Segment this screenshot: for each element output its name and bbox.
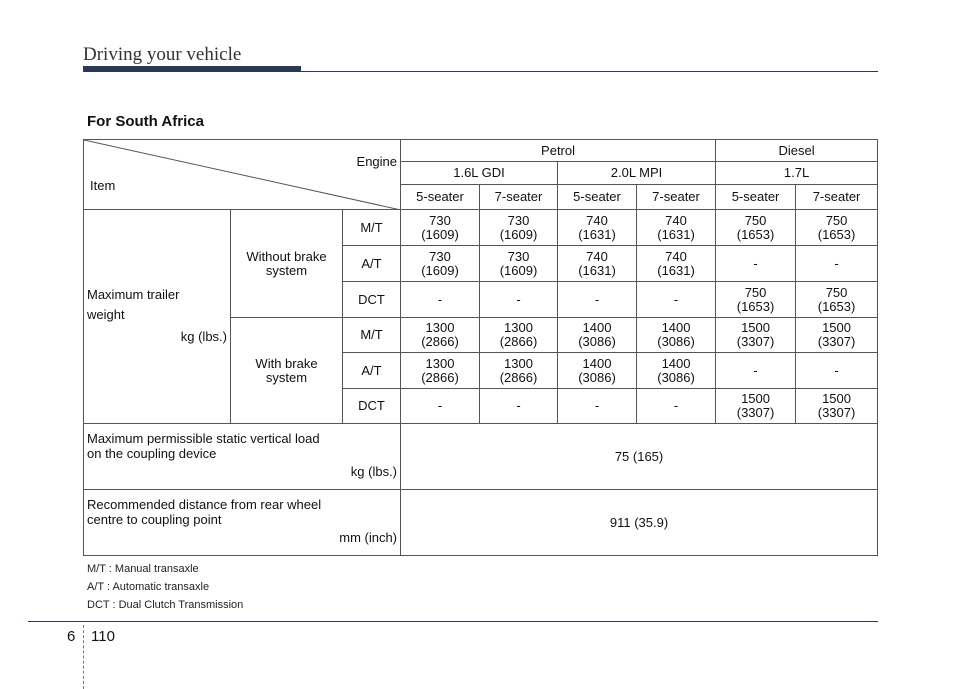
seater-header: 7-seater — [480, 185, 558, 210]
coupling-distance-unit: mm (inch) — [339, 530, 398, 545]
max-trailer-unit: kg (lbs.) — [180, 329, 227, 344]
transmission-label: DCT — [343, 389, 401, 424]
engine-header: 1.7L — [716, 162, 878, 185]
weight-cell: 740 (1631) — [637, 210, 716, 246]
seater-header: 5-seater — [401, 185, 480, 210]
footer-rule — [28, 621, 878, 622]
weight-cell: 1500 (3307) — [716, 389, 796, 424]
vertical-load-line2: on the coupling device — [87, 446, 217, 461]
weight-cell: - — [480, 389, 558, 424]
transmission-label: M/T — [343, 318, 401, 353]
weight-cell: 730 (1609) — [401, 210, 480, 246]
corner-diagonal-line — [84, 140, 401, 210]
vertical-load-value: 75 (165) — [401, 424, 878, 490]
footer-divider — [83, 625, 84, 689]
footnotes — [87, 563, 243, 617]
weight-cell: 730 (1609) — [401, 246, 480, 282]
table-corner-header — [84, 140, 401, 210]
footnote-at: A/T : Automatic transaxle — [87, 581, 210, 593]
without-brake-system-label — [231, 210, 343, 318]
vertical-load-line1: Maximum permissible static vertical load — [87, 431, 320, 446]
seater-header: 5-seater — [716, 185, 796, 210]
without-brake-line2: system — [265, 262, 308, 278]
weight-cell: 750 (1653) — [716, 282, 796, 318]
footnote-dct: DCT : Dual Clutch Transmission — [87, 599, 244, 611]
weight-cell: 1300 (2866) — [401, 318, 480, 353]
fuel-header-diesel: Diesel — [716, 140, 878, 162]
chapter-number: 6 — [67, 628, 76, 645]
weight-cell: 740 (1631) — [558, 246, 637, 282]
towing-spec-table — [83, 139, 878, 556]
weight-cell: 750 (1653) — [796, 210, 878, 246]
weight-cell: 1400 (3086) — [637, 353, 716, 389]
weight-cell: 1300 (2866) — [401, 353, 480, 389]
weight-cell: 1300 (2866) — [480, 318, 558, 353]
max-trailer-line1: Maximum trailer — [87, 287, 180, 302]
max-trailer-line2: weight — [87, 307, 125, 322]
weight-cell: - — [716, 246, 796, 282]
coupling-distance-label — [84, 490, 401, 556]
seater-header: 7-seater — [796, 185, 878, 210]
weight-cell: 1400 (3086) — [558, 318, 637, 353]
with-brake-line2: system — [265, 369, 308, 385]
transmission-label: A/T — [343, 353, 401, 389]
vertical-load-label — [84, 424, 401, 490]
transmission-label: DCT — [343, 282, 401, 318]
weight-cell: - — [558, 282, 637, 318]
weight-cell: - — [558, 389, 637, 424]
weight-cell: - — [796, 246, 878, 282]
seater-header: 5-seater — [558, 185, 637, 210]
page-number: 110 — [91, 628, 115, 645]
weight-cell: - — [637, 389, 716, 424]
weight-cell: 1400 (3086) — [637, 318, 716, 353]
weight-cell: 750 (1653) — [796, 282, 878, 318]
weight-cell: 1300 (2866) — [480, 353, 558, 389]
coupling-distance-value: 911 (35.9) — [401, 490, 878, 556]
weight-cell: 750 (1653) — [716, 210, 796, 246]
max-trailer-weight-label — [84, 210, 231, 424]
coupling-distance-line1: Recommended distance from rear wheel — [87, 497, 322, 512]
weight-cell: 730 (1609) — [480, 246, 558, 282]
header-accent-bar — [83, 66, 301, 72]
weight-cell: 740 (1631) — [558, 210, 637, 246]
vertical-load-unit: kg (lbs.) — [350, 464, 398, 479]
with-brake-system-label — [231, 318, 343, 424]
coupling-distance-line2: centre to coupling point — [87, 512, 222, 527]
weight-cell: 1500 (3307) — [716, 318, 796, 353]
engine-header: 2.0L MPI — [558, 162, 716, 185]
weight-cell: 1500 (3307) — [796, 318, 878, 353]
weight-cell: 740 (1631) — [637, 246, 716, 282]
weight-cell: - — [480, 282, 558, 318]
weight-cell: - — [716, 353, 796, 389]
seater-header: 7-seater — [637, 185, 716, 210]
footnote-mt: M/T : Manual transaxle — [87, 563, 199, 575]
weight-cell: - — [637, 282, 716, 318]
page-header-title: Driving your vehicle — [83, 44, 242, 65]
transmission-label: M/T — [343, 210, 401, 246]
with-brake-line1: With brake — [255, 355, 318, 371]
fuel-header-petrol: Petrol — [401, 140, 716, 162]
item-header-label: Item — [90, 178, 116, 193]
weight-cell: 1500 (3307) — [796, 389, 878, 424]
weight-cell: - — [796, 353, 878, 389]
engine-header-label: Engine — [356, 154, 398, 169]
weight-cell: 730 (1609) — [480, 210, 558, 246]
header-rule — [301, 71, 878, 72]
weight-cell: - — [401, 282, 480, 318]
weight-cell: 1400 (3086) — [558, 353, 637, 389]
without-brake-line1: Without brake — [246, 248, 327, 264]
weight-cell: - — [401, 389, 480, 424]
engine-header: 1.6L GDI — [401, 162, 558, 185]
section-title: For South Africa — [87, 113, 204, 130]
transmission-label: A/T — [343, 246, 401, 282]
